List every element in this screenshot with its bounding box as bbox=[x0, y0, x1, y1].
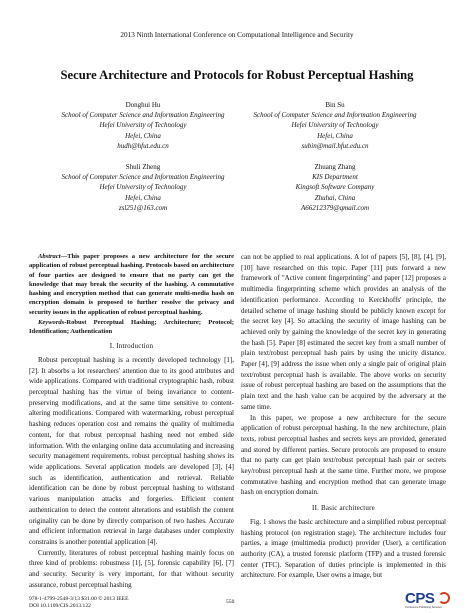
footer-left bbox=[29, 596, 129, 611]
author-affiliation: KIS Department bbox=[312, 173, 358, 182]
author-name: Zhuang Zhang bbox=[314, 163, 356, 171]
left-column bbox=[29, 252, 234, 590]
author-email: A66212379@qmail.com bbox=[300, 203, 370, 212]
conference-header: 2013 Ninth International Conference on Computational Intelligence and Security bbox=[120, 31, 354, 39]
author-block bbox=[38, 162, 248, 213]
page-number: 550 bbox=[226, 599, 235, 605]
author-email: subin@mail.hfut.edu.cn bbox=[301, 141, 369, 150]
right-column bbox=[241, 252, 446, 581]
author-block bbox=[230, 162, 440, 213]
section-heading-basic-architecture: II. Basic architecture bbox=[312, 504, 375, 513]
author-name: Shuli Zheng bbox=[125, 163, 161, 171]
author-block bbox=[230, 100, 440, 151]
keywords-text: Robust Perceptual Hashing; Architecture; Protocol; Identification; Authentication bbox=[29, 318, 234, 335]
paragraph: Fig. 1 shows the basic architecture and a simplified robust perceptual hashing protocol (on registration stage). The architecture includes four parties, a image (multimedia product) provider (User), a certification authority (CA), a trusted forensic platform (TFP) and a trusted forensic center (TFC). Separation of duties principle is implemented in this architecture. For example, User owns a image, but bbox=[241, 517, 446, 580]
keywords bbox=[29, 318, 234, 337]
cps-logo-text: CPS bbox=[405, 590, 435, 607]
author-affiliation: School of Computer Science and Information Engineering bbox=[61, 173, 225, 182]
author-affiliation: School of Computer Science and Information Engineering bbox=[253, 111, 417, 120]
cps-swirl-icon bbox=[438, 592, 450, 604]
paragraph: Robust perceptual hashing is a recently developed technology [1], [2]. It absorbs a lot researchers' attention due to its good attributes and wide applications. Compared with traditional cryptographic hash, robust perceptual hashing has the virtue of being invariance to content-preserving modifications, and at the same time sensitive to content-altering modifications. Compared with watermarking, robust perceptual hashing reduces operation cost and remains the quality of multimedia content, for that robust perceptual hashing need not embed side information. With the enlarging online data accumulating and increasing security management requirements, robust perceptual hashing shows its wide applications. Several application models are developed [3], [4] such as identification, authentication and retrieval. Reliable identification can be done by robust perceptual hashing to withstand various manipulation attacks and forgeries. Efficient content authentication to detect the content alterations and establish the content originality can be done by directly comparison of two hashes. Accurate and efficient information retrieval in large databases under complexity constrains is another potential application [4]. bbox=[29, 355, 234, 546]
author-city: Zhuhai, China bbox=[314, 193, 356, 202]
author-name: Donghui Hu bbox=[125, 101, 161, 109]
author-name: Bin Su bbox=[325, 101, 345, 109]
abstract-label: Abstract bbox=[38, 253, 61, 260]
author-university: Hefei University of Technology bbox=[291, 121, 379, 130]
author-city: Hefei, China bbox=[125, 131, 161, 140]
section-heading-introduction: I. Introduction bbox=[109, 342, 154, 351]
paragraph: can not be applied to real applications. A lot of papers [5], [8], [4], [9], [10] have researched on this topic. Paper [11] puts forward a new framework of "Active content fingerprinting" and paper [12] proposes a multimedia fingerprinting scheme which provides an analysis of the identification performance. According to Kerckhoffs' principle, the detailed scheme of image hashing should be publicly known except for the secret key [4]. So attacking the security of image hashing can be achieved only by gaining the knowledge of the secret key in generating the hash [5]. Paper [8] estimated the secret key from a small number of plain text/robust perceptual hash pairs by using the unicity distance. Paper [4], [9] address the issue when only a single pair of original plain text/robust perceptual hash is available. The above works on security issue of robust perceptual hashing are based on the assumptions that the plain text and the hash value can be acquired by the adversary at the same time. bbox=[241, 253, 446, 411]
cps-logo bbox=[405, 592, 449, 612]
author-city: Hefei, China bbox=[317, 131, 353, 140]
author-university: Hefei University of Technology bbox=[99, 183, 187, 192]
author-affiliation: School of Computer Science and Information Engineering bbox=[61, 111, 225, 120]
author-university: Kingsoft Software Company bbox=[295, 183, 375, 192]
author-city: Hefei, China bbox=[125, 193, 161, 202]
author-block bbox=[38, 100, 248, 151]
cps-logo-subtitle: Conference Publishing Services bbox=[405, 606, 442, 609]
author-email: zsl251@163.com bbox=[118, 203, 168, 212]
author-university: Hefei University of Technology bbox=[99, 121, 187, 130]
paragraph: Currently, literatures of robust perceptual hashing mainly focus on three kind of problems: robustness [1], [5], forensic capability [6], [7] and security. Security is very important, for that without security assurance, robust perceptual hashing bbox=[29, 548, 234, 589]
doi-line: DOI 10.1109/CIS.2013.122 bbox=[29, 603, 91, 610]
isbn-line: 978-1-4799-2548-3/13 $31.00 © 2013 IEEE bbox=[29, 596, 129, 602]
paragraph: In this paper, we propose a new architecture for the secure application of robust perceptual hashing. In the new architecture, plain texts, robust perceptual hashes and secrets keys are provided, generated and stored by different parties. Secure protocols are proposed to ensure that no party can get plain text/robust perceptual hash pair or secrets key/robust perceptual hash at the same time. Further more, we propose commutative hashing and encryption method that can generate image hash on encryption domain. bbox=[241, 413, 446, 497]
author-email: hudh@hfut.edu.cn bbox=[117, 141, 169, 150]
abstract-text: —This paper proposes a new architecture for the secure application of robust perceptual hashing. Protocols based on architecture of four parties are designed to ensure that no party can get the knowledge that may break the security of the hashing. A commutative hashing and encryption method that can generate multi-media hash on encryption domain is proposed to further resolve the privacy and security issues in the application of robust perceptual hashing. bbox=[29, 253, 234, 316]
abstract bbox=[29, 252, 234, 317]
keywords-label: Keywords- bbox=[38, 318, 67, 326]
paper-title: Secure Architecture and Protocols for Robust Perceptual Hashing bbox=[60, 68, 414, 82]
